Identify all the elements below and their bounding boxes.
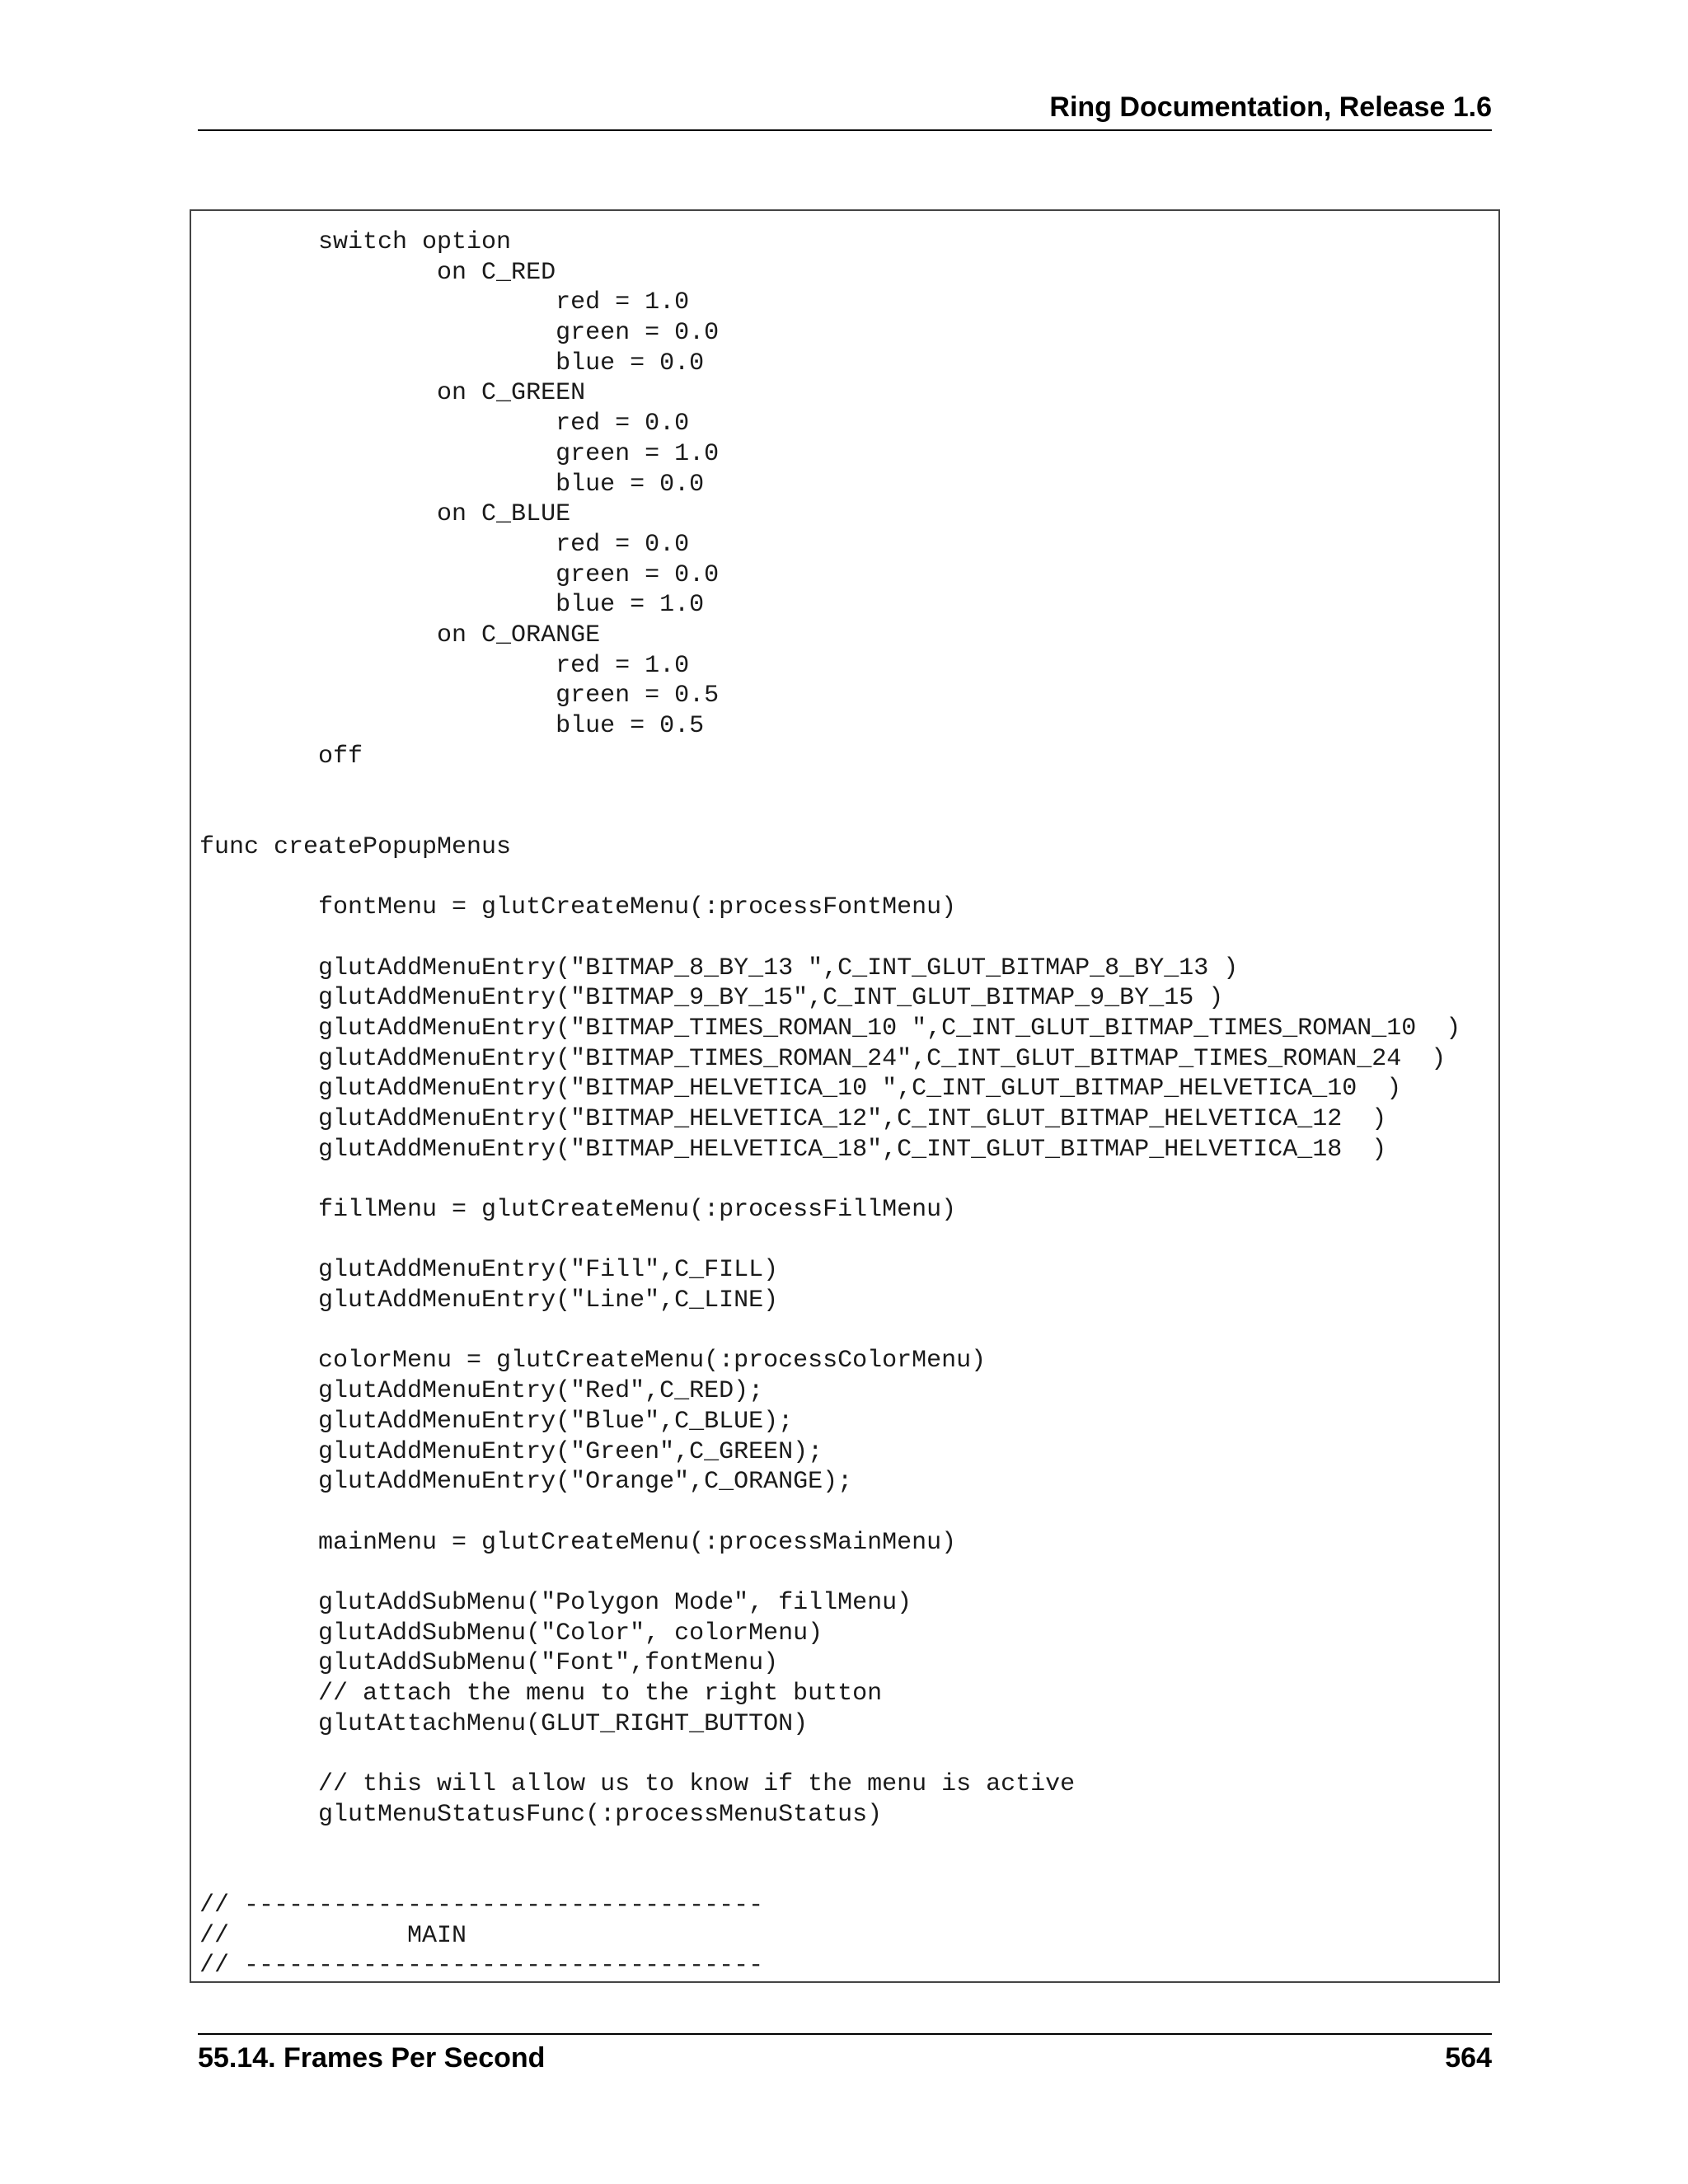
- code-line: glutAddMenuEntry("BITMAP_HELVETICA_18",C_INT_GLUT_BITMAP_HELVETICA_18 ): [199, 1135, 1387, 1164]
- code-line: glutAddMenuEntry("BITMAP_8_BY_13 ",C_INT_GLUT_BITMAP_8_BY_13 ): [199, 954, 1239, 982]
- code-line: [199, 1558, 1461, 1588]
- header-divider: [198, 129, 1492, 131]
- code-line: glutAddMenuEntry("Line",C_LINE): [199, 1286, 779, 1315]
- code-line: [199, 923, 1461, 954]
- code-line: [199, 1739, 1461, 1769]
- code-line: glutAddMenuEntry("Fill",C_FILL): [199, 1256, 779, 1285]
- code-line: mainMenu = glutCreateMenu(:processMainMenu): [199, 1528, 957, 1557]
- code-line: // this will allow us to know if the menu is active: [199, 1770, 1076, 1799]
- footer-section-title: 55.14. Frames Per Second: [198, 2042, 546, 2074]
- code-line: [199, 862, 1461, 893]
- code-line: red = 1.0: [199, 651, 690, 680]
- code-line: red = 0.0: [199, 410, 690, 438]
- code-line: fillMenu = glutCreateMenu(:processFillMenu): [199, 1196, 957, 1224]
- code-line: glutAddMenuEntry("Red",C_RED);: [199, 1377, 764, 1406]
- code-line: red = 0.0: [199, 530, 690, 559]
- code-line: glutMenuStatusFunc(:processMenuStatus): [199, 1800, 883, 1829]
- code-line: red = 1.0: [199, 288, 690, 317]
- code-line: // -----------------------------------: [199, 1891, 764, 1919]
- code-line: on C_ORANGE: [199, 621, 601, 649]
- code-block: [190, 209, 1500, 1983]
- code-line: colorMenu = glutCreateMenu(:processColorMenu): [199, 1347, 987, 1376]
- code-line: blue = 1.0: [199, 591, 705, 620]
- code-line: on C_RED: [199, 258, 556, 287]
- code-line: // -----------------------------------: [199, 1952, 764, 1980]
- page-number: 564: [1445, 2042, 1492, 2074]
- code-line: [199, 1830, 1461, 1860]
- code-line: switch option: [199, 228, 512, 256]
- code-line: blue = 0.0: [199, 349, 705, 377]
- code-line: glutAddMenuEntry("Green",C_GREEN);: [199, 1437, 823, 1466]
- code-line: green = 0.0: [199, 560, 720, 589]
- code-line: [199, 1860, 1461, 1891]
- code-line: [199, 802, 1461, 832]
- code-line: glutAddMenuEntry("BITMAP_TIMES_ROMAN_10 ",C_INT_GLUT_BITMAP_TIMES_ROMAN_10 ): [199, 1014, 1461, 1043]
- code-line: [199, 1497, 1461, 1528]
- code-line: glutAddMenuEntry("BITMAP_HELVETICA_10 ",C_INT_GLUT_BITMAP_HELVETICA_10 ): [199, 1075, 1402, 1104]
- code-line: on C_BLUE: [199, 500, 571, 529]
- code-line: glutAddMenuEntry("BITMAP_TIMES_ROMAN_24",C_INT_GLUT_BITMAP_TIMES_ROMAN_24 ): [199, 1044, 1447, 1073]
- code-line: [199, 1226, 1461, 1256]
- code-line: // MAIN: [199, 1921, 467, 1950]
- code-line: glutAddSubMenu("Font",fontMenu): [199, 1649, 779, 1678]
- code-line: off: [199, 742, 363, 771]
- code-line: glutAddMenuEntry("Blue",C_BLUE);: [199, 1407, 794, 1436]
- code-line: glutAddMenuEntry("Orange",C_ORANGE);: [199, 1468, 853, 1497]
- code-line: blue = 0.5: [199, 712, 705, 740]
- footer-divider: [198, 2033, 1492, 2035]
- code-line: [199, 771, 1461, 802]
- code-line: glutAddSubMenu("Color", colorMenu): [199, 1619, 823, 1647]
- code-line: glutAttachMenu(GLUT_RIGHT_BUTTON): [199, 1709, 809, 1738]
- code-lines: [199, 227, 1461, 1981]
- code-line: fontMenu = glutCreateMenu(:processFontMenu): [199, 893, 957, 922]
- code-line: func createPopupMenus: [199, 832, 512, 861]
- code-line: green = 0.5: [199, 682, 720, 710]
- code-line: [199, 1165, 1461, 1195]
- code-line: [199, 1316, 1461, 1347]
- code-line: glutAddMenuEntry("BITMAP_HELVETICA_12",C_INT_GLUT_BITMAP_HELVETICA_12 ): [199, 1104, 1387, 1133]
- code-line: // attach the menu to the right button: [199, 1680, 883, 1708]
- code-line: glutAddSubMenu("Polygon Mode", fillMenu): [199, 1588, 912, 1617]
- running-header-title: Ring Documentation, Release 1.6: [1049, 91, 1492, 123]
- code-line: on C_GREEN: [199, 379, 586, 408]
- code-line: blue = 0.0: [199, 470, 705, 499]
- code-line: glutAddMenuEntry("BITMAP_9_BY_15",C_INT_GLUT_BITMAP_9_BY_15 ): [199, 984, 1224, 1013]
- code-line: green = 0.0: [199, 319, 720, 348]
- code-line: green = 1.0: [199, 439, 720, 468]
